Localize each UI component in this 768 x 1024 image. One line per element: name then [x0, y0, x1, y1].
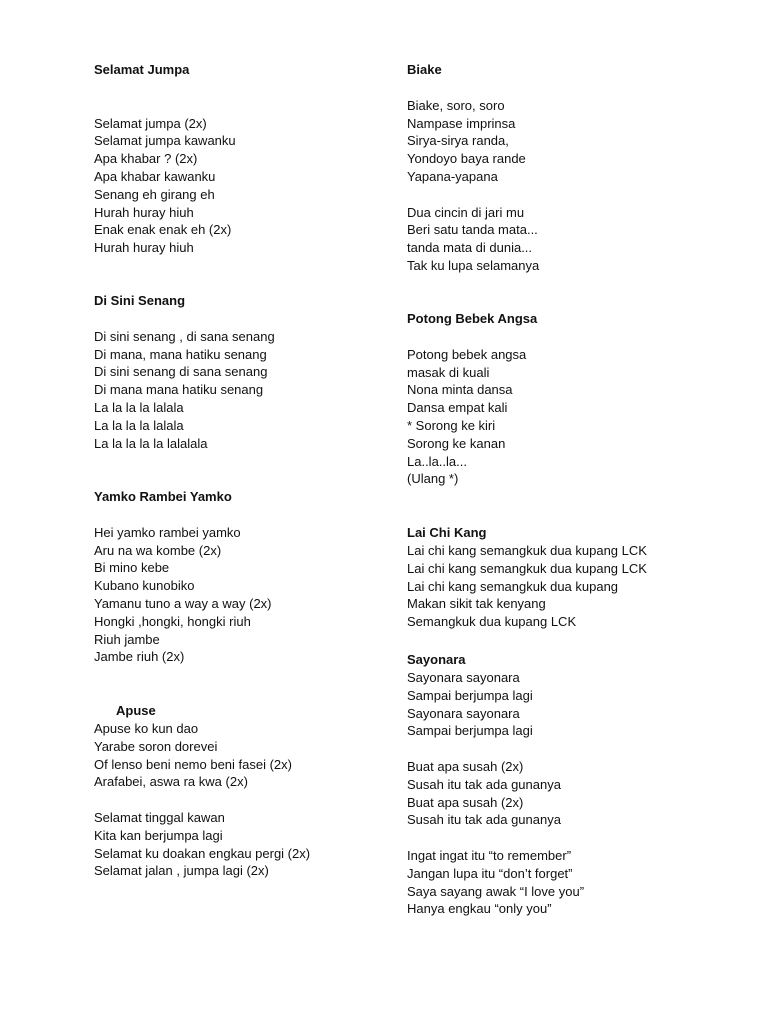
- lyric-line: Bi mino kebe: [94, 560, 170, 576]
- lyric-line: Di mana, mana hatiku senang: [94, 346, 267, 362]
- song-di-sini-senang: [94, 292, 434, 452]
- lyric-line: Sayonara sayonara: [407, 705, 520, 721]
- lyric-line: La la la la lalala: [94, 399, 184, 415]
- song-biake: [407, 61, 747, 275]
- lyric-line: Susah itu tak ada gunanya: [407, 776, 561, 792]
- lyric-line: Saya sayang awak “I love you”: [407, 883, 585, 899]
- lyric-line: Nampase imprinsa: [407, 115, 516, 131]
- lyric-line: Buat apa susah (2x): [407, 794, 524, 810]
- lyric-line: Semangkuk dua kupang LCK: [407, 614, 577, 630]
- song-title: Potong Bebek Angsa: [407, 311, 538, 326]
- song-lyrics: [94, 720, 434, 880]
- lyric-line: Sampai berjumpa lagi: [407, 687, 533, 703]
- lyric-line: La la la la lalala: [94, 417, 184, 433]
- lyric-line: Yapana-yapana: [407, 168, 498, 184]
- song-title: Sayonara: [407, 652, 466, 667]
- lyric-line: Sayonara sayonara: [407, 670, 520, 685]
- lyric-line: Lai chi kang semangkuk dua kupang: [407, 578, 619, 594]
- song-lyrics: [407, 542, 747, 631]
- lyric-line: Hanya engkau “only you”: [407, 901, 552, 917]
- lyric-line: Aru na wa kombe (2x): [94, 542, 222, 558]
- song-title: Biake: [407, 62, 442, 77]
- lyric-line: Lai chi kang semangkuk dua kupang LCK: [407, 560, 647, 576]
- lyric-line: Di sini senang di sana senang: [94, 364, 268, 380]
- song-title: Apuse: [116, 703, 156, 718]
- song-title: Yamko Rambei Yamko: [94, 489, 232, 504]
- lyric-line: Apa khabar kawanku: [94, 168, 216, 184]
- lyric-line: Riuh jambe: [94, 631, 160, 647]
- song-title: Lai Chi Kang: [407, 525, 487, 540]
- lyric-line: Of lenso beni nemo beni fasei (2x): [94, 756, 292, 772]
- song-yamko-rambei-yamko: [94, 488, 434, 666]
- lyric-line: Kubano kunobiko: [94, 578, 195, 594]
- lyric-line: Sirya-sirya randa,: [407, 133, 509, 149]
- lyric-line: Selamat ku doakan engkau pergi (2x): [94, 845, 311, 861]
- lyric-line: Yarabe soron dorevei: [94, 738, 218, 754]
- lyric-line: Biake, soro, soro: [407, 97, 505, 113]
- lyric-line: (Ulang *): [407, 471, 459, 487]
- song-lyrics: [94, 79, 434, 257]
- lyric-line: Hongki ,hongki, hongki riuh: [94, 613, 251, 629]
- lyric-line: Di mana mana hatiku senang: [94, 382, 264, 398]
- song-lai-chi-kang: [407, 524, 747, 631]
- lyric-line: Selamat tinggal kawan: [94, 809, 225, 825]
- lyric-line: * Sorong ke kiri: [407, 417, 496, 433]
- song-lyrics: [407, 328, 747, 488]
- song-potong-bebek-angsa: [407, 310, 747, 488]
- lyric-line: Hurah huray hiuh: [94, 240, 194, 256]
- lyric-line: Makan sikit tak kenyang: [407, 596, 546, 612]
- lyric-line: Senang eh girang eh: [94, 186, 215, 202]
- blank-line: [407, 186, 747, 204]
- song-lyrics: [94, 506, 434, 666]
- lyric-line: Apuse ko kun dao: [94, 721, 199, 736]
- lyric-line: masak di kuali: [407, 364, 490, 380]
- lyric-line: Apa khabar ? (2x): [94, 151, 198, 167]
- lyric-line: Buat apa susah (2x): [407, 758, 524, 774]
- lyric-line: Selamat jumpa (2x): [94, 115, 207, 131]
- lyric-line: tanda mata di dunia...: [407, 240, 533, 256]
- song-title: Selamat Jumpa: [94, 62, 190, 77]
- lyric-line: Kita kan berjumpa lagi: [94, 827, 223, 843]
- blank-line: [94, 79, 434, 97]
- blank-line: [407, 740, 747, 758]
- lyric-line: Nona minta dansa: [407, 382, 513, 398]
- lyric-line: Potong bebek angsa: [407, 346, 527, 362]
- blank-line: [407, 328, 747, 346]
- lyric-line: Dansa empat kali: [407, 400, 508, 416]
- lyric-line: Hei yamko rambei yamko: [94, 524, 241, 540]
- lyric-line: Yondoyo baya rande: [407, 151, 526, 167]
- lyric-line: Selamat jumpa kawanku: [94, 133, 236, 149]
- blank-line: [94, 791, 434, 809]
- song-lyrics: [94, 310, 434, 452]
- blank-line: [94, 97, 434, 115]
- lyric-line: Ingat ingat itu “to remember”: [407, 847, 572, 863]
- lyric-line: Jambe riuh (2x): [94, 649, 185, 665]
- song-lyrics: [407, 669, 747, 918]
- lyric-line: Yamanu tuno a way a way (2x): [94, 595, 272, 611]
- song-selamat-jumpa: [94, 61, 434, 257]
- lyric-line: Susah itu tak ada gunanya: [407, 812, 561, 828]
- lyric-line: Arafabei, aswa ra kwa (2x): [94, 774, 248, 790]
- lyric-line: Selamat jalan , jumpa lagi (2x): [94, 863, 269, 879]
- lyric-line: Di sini senang , di sana senang: [94, 328, 275, 344]
- lyric-line: Tak ku lupa selamanya: [407, 257, 540, 273]
- lyric-line: Beri satu tanda mata...: [407, 222, 538, 238]
- lyric-line: Jangan lupa itu “don’t forget”: [407, 865, 573, 881]
- lyric-line: Sampai berjumpa lagi: [407, 723, 533, 739]
- lyric-line: Lai chi kang semangkuk dua kupang LCK: [407, 543, 647, 558]
- lyric-line: Hurah huray hiuh: [94, 204, 194, 220]
- song-title: Di Sini Senang: [94, 293, 186, 308]
- lyric-line: Sorong ke kanan: [407, 435, 506, 451]
- song-apuse: [94, 702, 434, 880]
- song-lyrics: [407, 79, 747, 275]
- lyric-line: La..la..la...: [407, 453, 467, 469]
- song-sayonara: [407, 651, 747, 918]
- blank-line: [407, 79, 747, 97]
- blank-line: [94, 506, 434, 524]
- lyric-line: Dua cincin di jari mu: [407, 204, 525, 220]
- lyric-line: La la la la la lalalala: [94, 435, 208, 451]
- blank-line: [407, 829, 747, 847]
- lyric-line: Enak enak enak eh (2x): [94, 222, 232, 238]
- blank-line: [94, 310, 434, 328]
